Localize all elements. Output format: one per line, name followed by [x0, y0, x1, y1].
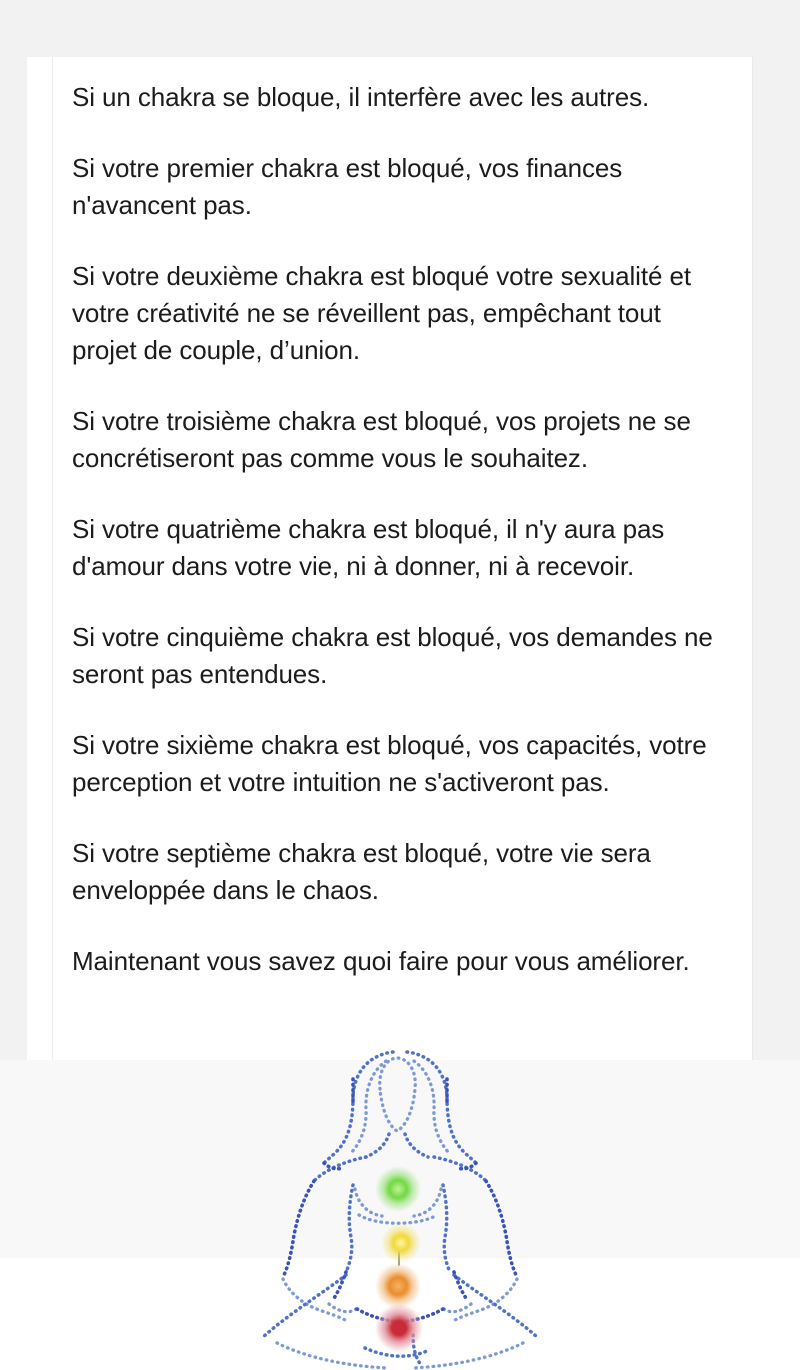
figure-waist-left-line	[332, 1272, 346, 1301]
figure-hair-inner-left-line	[351, 1061, 386, 1153]
figure-chest-underline	[359, 1215, 437, 1223]
article-paragraph: Si votre sixième chakra est bloqué, vos capacités, votre perception et votre intuition ne s'activeront pas.	[72, 730, 707, 797]
figure-hand-left-line	[329, 1304, 356, 1312]
article-paragraph: Si votre septième chakra est bloqué, votre vie sera enveloppée dans le chaos.	[72, 838, 651, 905]
figure-waist-right-line	[454, 1272, 468, 1301]
article-paragraph: Si votre cinquième chakra est bloqué, vos demandes ne seront pas entendues.	[72, 622, 713, 689]
figure-outerarm-right-line	[486, 1181, 517, 1277]
figure-hair-inner-right-line	[414, 1061, 449, 1153]
root-chakra-dot	[375, 1304, 423, 1352]
figure-innerarm-left-line	[346, 1185, 353, 1272]
article-paragraph: Si votre premier chakra est bloqué, vos finances n'avancent pas.	[72, 153, 623, 220]
article-paragraph: Si votre troisième chakra est bloqué, vos projets ne se concrétiseront pas comme vous le souhaitez.	[72, 406, 691, 473]
meditating-figure-svg	[245, 1045, 555, 1370]
figure-hand-right-line	[444, 1304, 471, 1312]
article-body	[72, 79, 724, 1014]
article-paragraph: Si votre deuxième chakra est bloqué votre sexualité et votre créativité ne se réveillent pas, empêchant tout projet de couple, d’union.	[72, 261, 691, 365]
sacral-chakra-dot	[375, 1263, 421, 1309]
figure-hair-outer-left-line	[324, 1052, 393, 1163]
figure-neck-right-line	[405, 1134, 428, 1157]
heart-chakra-dot	[375, 1166, 421, 1212]
figure-hair-outer-right-line	[407, 1052, 476, 1163]
figure-innerarm-right-line	[443, 1185, 450, 1272]
figure-outerarm-left-line	[283, 1181, 314, 1277]
figure-neck-left-line	[366, 1134, 389, 1157]
article-card	[27, 57, 753, 1060]
article-paragraph: Si votre quatrième chakra est bloqué, il n'y aura pas d'amour dans votre vie, ni à donner, ni à recevoir.	[72, 514, 665, 581]
article-paragraph: Maintenant vous savez quoi faire pour vous améliorer.	[72, 946, 690, 976]
card-inner-divider	[52, 57, 53, 1060]
article-paragraph: Si un chakra se bloque, il interfère avec les autres.	[72, 82, 650, 112]
solar-plexus-chakra-dot	[381, 1223, 421, 1263]
figure-lowerleg-left-line	[277, 1343, 387, 1368]
meditating-figure-illustration	[245, 1045, 555, 1370]
figure-face-line	[380, 1058, 416, 1131]
figure-lowerleg-right-line	[413, 1343, 523, 1368]
